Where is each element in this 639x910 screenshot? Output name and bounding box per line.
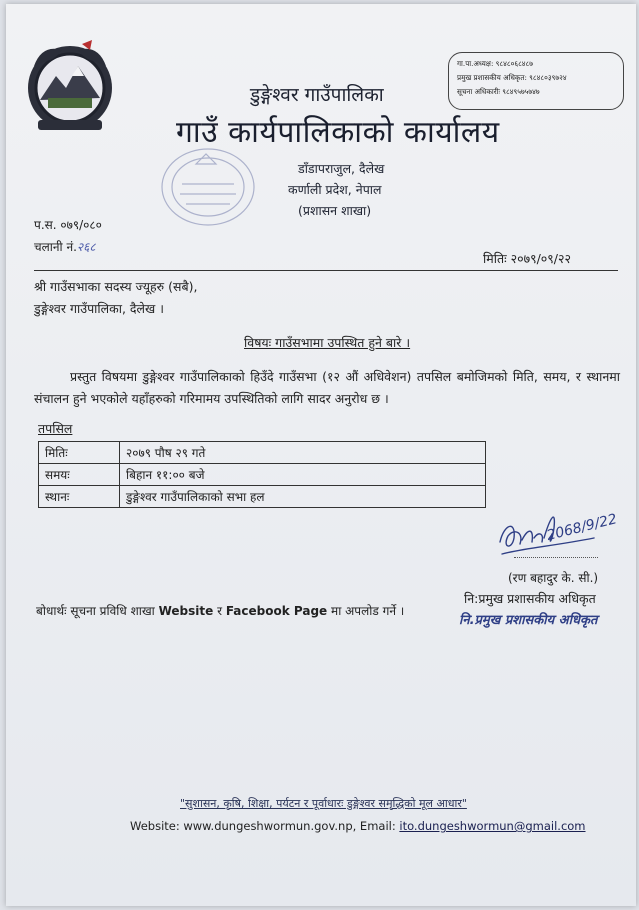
municipality-name: डुङ्गेश्वर गाउँपालिका [250, 84, 384, 106]
detail-label-date: मितिः [39, 442, 120, 464]
subject-line: विषयः गाउँसभामा उपस्थित हुने बारे । [244, 335, 411, 350]
details-table [38, 441, 486, 508]
header-divider [34, 270, 618, 271]
branch-name: (प्रशासन शाखा) [298, 203, 372, 218]
dispatch-value: २६८ [76, 240, 96, 254]
nepal-emblem-logo [20, 36, 120, 136]
signatory-stamp-title: नि.प्रमुख प्रशासकीय अधिकृत [459, 613, 598, 628]
office-stamp [158, 144, 258, 230]
table-row [39, 442, 486, 464]
letter-date: मितिः २०७९/०९/२२ [483, 251, 571, 266]
table-row [39, 486, 486, 508]
details-heading: तपसिल [38, 421, 73, 436]
footer-contact [130, 819, 586, 833]
office-title: गाउँ कार्यपालिकाको कार्यालय [176, 115, 500, 150]
note-prefix: बोधार्थः सूचना प्रविधि शाखा [36, 604, 159, 618]
contact-chair: गा.पा.अध्यक्ष: ९८४८०६८४८७ [457, 59, 534, 68]
contact-cao: प्रमुख प्रशासकीय अधिकृत: ९८४८०३९७२४ [457, 73, 567, 82]
note-website: Website [158, 604, 214, 618]
signature-line [514, 556, 598, 558]
contact-info-officer: सूचना अधिकारीः ९८४९५७५७४७ [457, 87, 540, 96]
address-line-1: डाँडापराजुल, दैलेख [298, 161, 385, 176]
signature-date: 2068/9/22 [545, 511, 619, 545]
body-paragraph: प्रस्तुत विषयमा डुङ्गेश्वर गाउँपालिकाको हिउँदे गाउँसभा (१२ औं अधिवेशन) तपसिल बमोजिमको मिति, समय, र स्थानमा संचालन हुने भएकोले यहाँहरुको गरिमामय उपस्थितिको लागि सादर अनुरोध छ । [34, 369, 620, 406]
detail-value-venue: डुङ्गेश्वर गाउँपालिकाको सभा हल [120, 486, 486, 508]
signatory-title: नि:प्रमुख प्रशासकीय अधिकृत [464, 591, 596, 606]
dispatch-number [34, 238, 96, 255]
addressee-line-1: श्री गाउँसभाका सदस्य ज्यूहरु (सबै), [34, 279, 198, 294]
note-suffix: मा अपलोड गर्ने । [327, 604, 405, 618]
detail-label-time: समयः [39, 464, 120, 486]
table-row [39, 464, 486, 486]
footer-motto: "सुशासन, कृषि, शिक्षा, पर्यटन र पूर्वाधारः डुङ्गेश्वर समृद्धिको मूल आधार" [180, 797, 467, 810]
detail-value-date: २०७९ पौष २९ गते [120, 442, 486, 464]
detail-value-time: बिहान ११:०० बजे [120, 464, 486, 486]
handwritten-signature [494, 498, 619, 562]
cc-note [36, 602, 404, 619]
note-facebook: Facebook Page [225, 604, 328, 618]
address-line-2: कर्णाली प्रदेश, नेपाल [288, 182, 382, 197]
contact-box [448, 52, 624, 110]
letter-page [6, 4, 636, 906]
dispatch-label: चलानी नं. [34, 240, 77, 254]
note-mid: र [213, 604, 226, 618]
addressee-line-2: डुङ्गेश्वर गाउँपालिका, दैलेख । [34, 301, 164, 316]
detail-label-venue: स्थानः [39, 486, 120, 508]
footer-email-link[interactable]: ito.dungeshwormun@gmail.com [399, 819, 586, 833]
signatory-name: (रण बहादुर के. सी.) [508, 571, 599, 585]
footer-website: Website: www.dungeshwormun.gov.np, Email: [130, 819, 400, 833]
fiscal-year: प.स. ०७९/०८० [34, 218, 102, 232]
